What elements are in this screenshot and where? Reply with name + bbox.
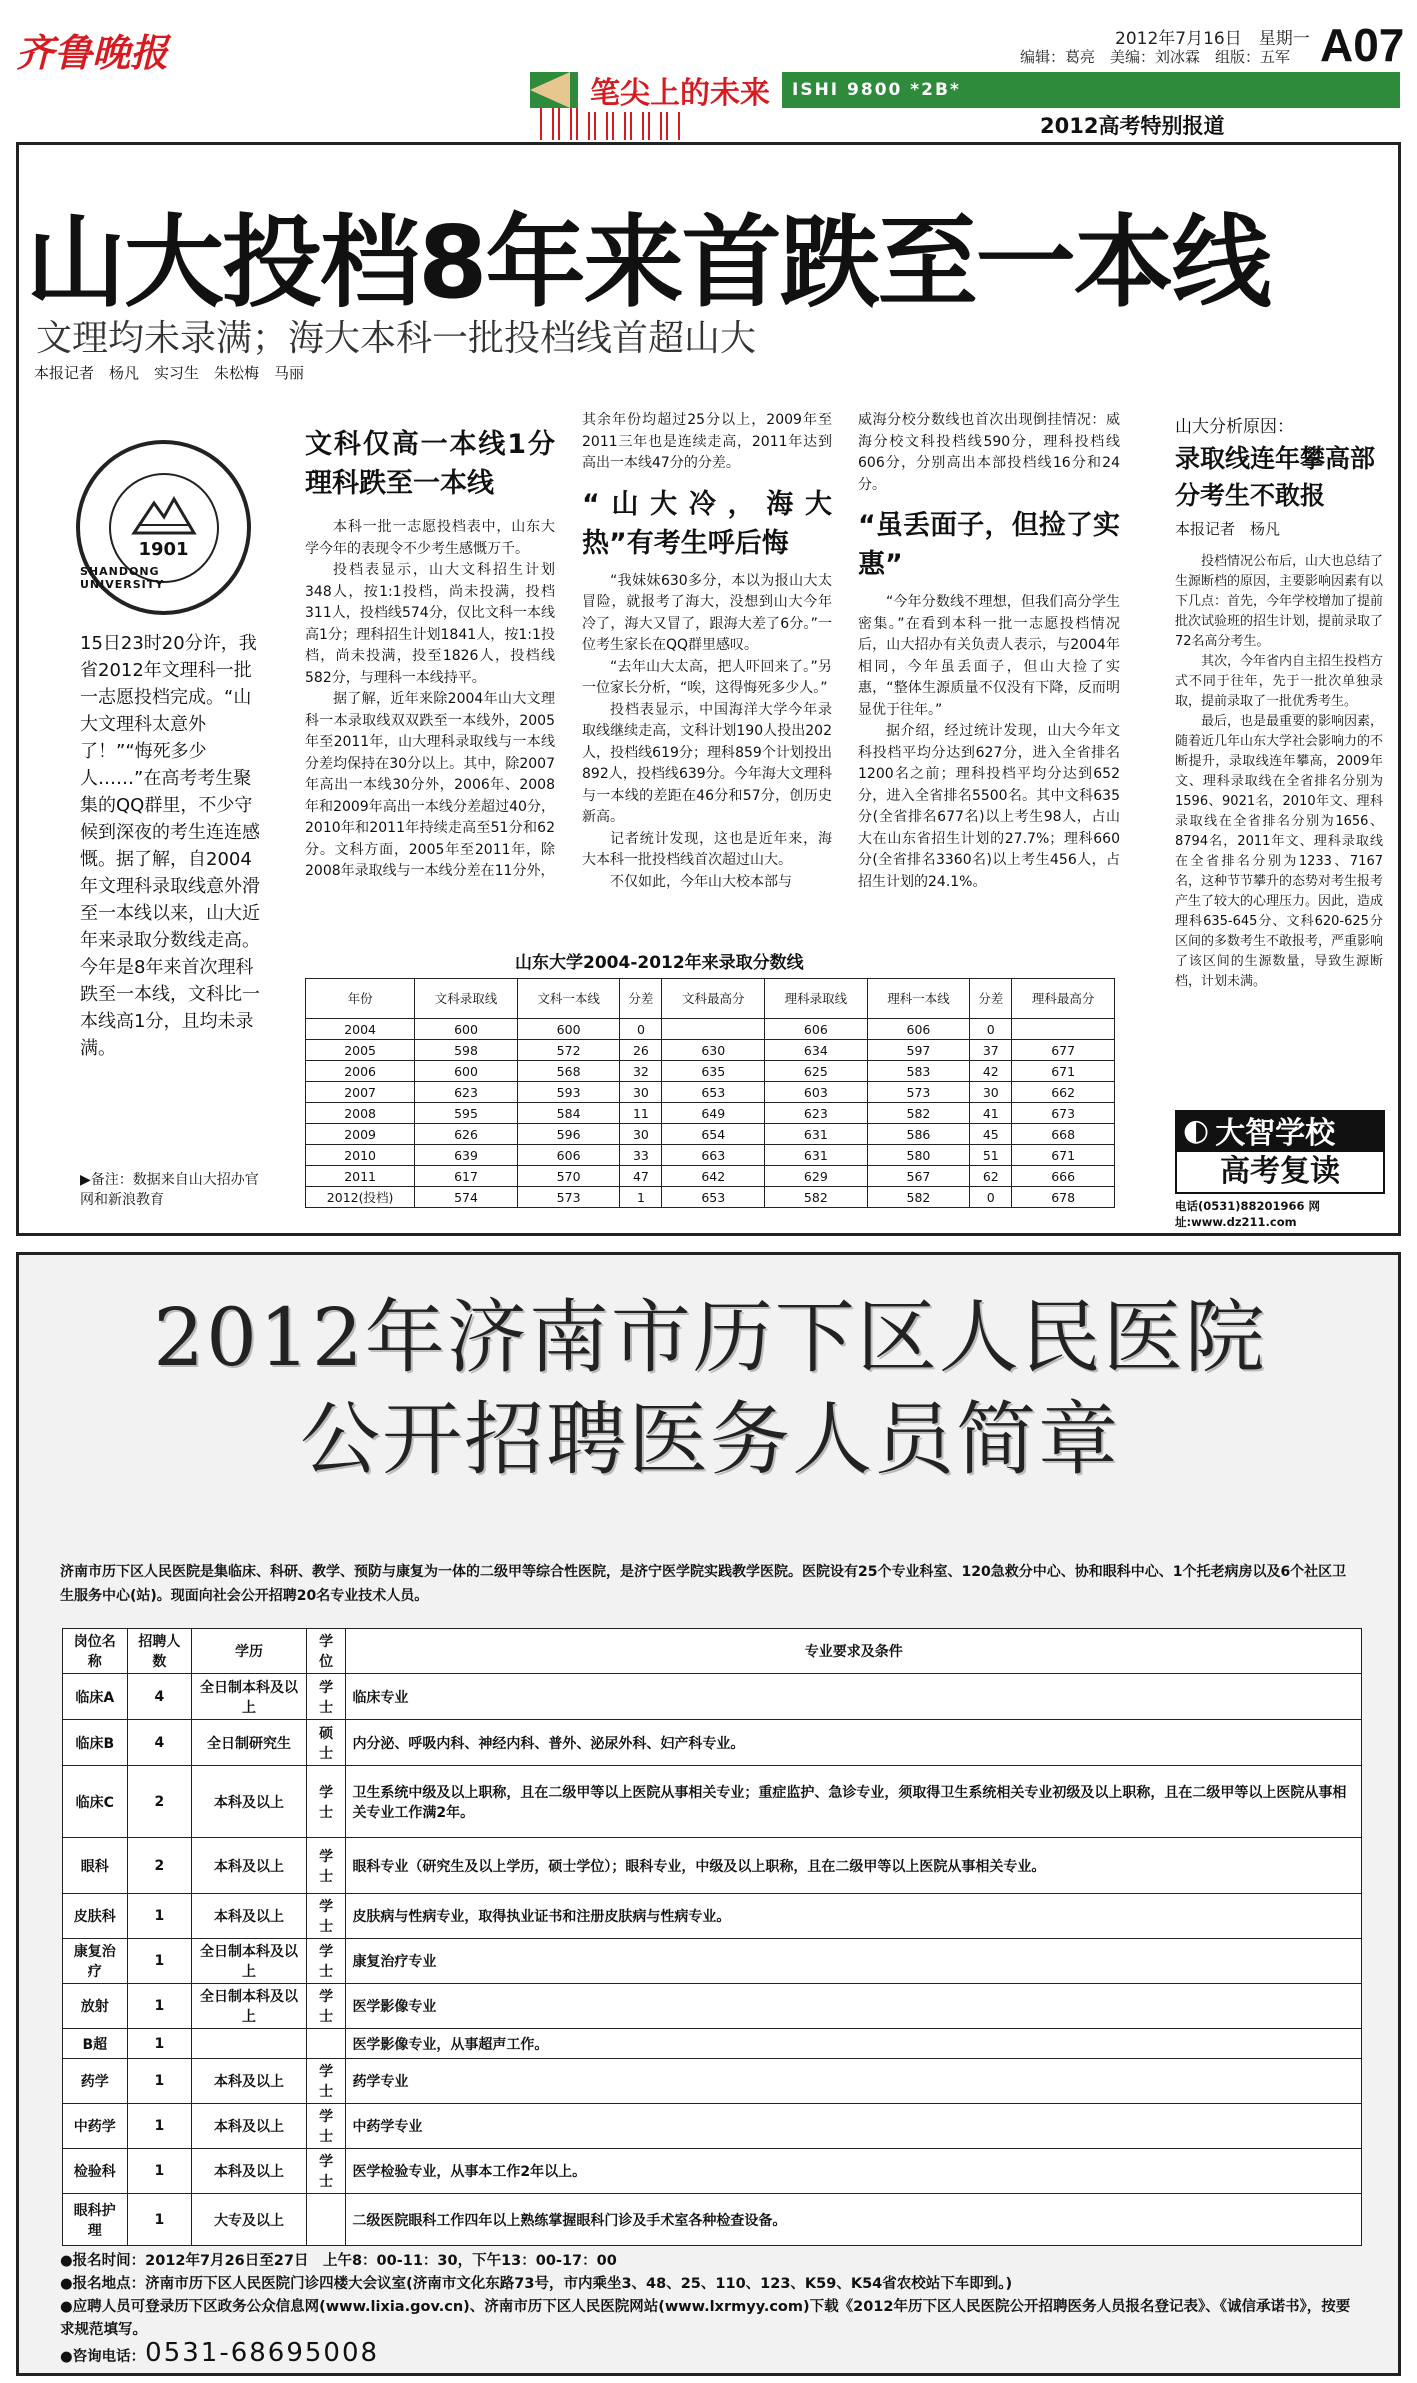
paragraph: 投档表显示，山大文科招生计划348人，按1:1投档，尚未投满，投档311人，投档线574分，仅比文科一本线高1分；理科招生计划1841人，按1:1投档，尚未投满，投至1826人，投档线582分，与理科一本线持平。 (305, 562, 555, 686)
score-table-title: 山东大学2004-2012年来录取分数线 (515, 953, 804, 973)
table-cell: 666 (1012, 1166, 1115, 1187)
table-row (63, 2104, 1362, 2149)
paragraph: “去年山大太高，把人吓回来了。”另一位家长分析，“唉，这得悔死多少人。” (582, 658, 832, 696)
column-header: 理科录取线 (765, 979, 868, 1019)
phone-label: ●咨询电话： (60, 2349, 146, 2365)
column-header: 招聘人数 (127, 1629, 192, 1674)
page-number: A07 (1320, 19, 1405, 71)
sidebar-byline: 本报记者 杨凡 (1175, 520, 1281, 538)
table-body (63, 1674, 1362, 2246)
table-cell: 30 (620, 1124, 662, 1145)
column-header: 文科最高分 (662, 979, 765, 1019)
table-row (63, 1939, 1362, 1984)
table-cell: 598 (415, 1040, 518, 1061)
table-cell: 582 (765, 1187, 868, 1208)
byline: 本报记者 杨凡 实习生 朱松梅 马丽 (34, 364, 305, 382)
table-cell: 673 (1012, 1103, 1115, 1124)
table-row (63, 1984, 1362, 2029)
table-cell: 639 (415, 1145, 518, 1166)
table-row (63, 1674, 1362, 1720)
section-heading-3: “虽丢面子，但捡了实惠” (858, 510, 1120, 580)
table-cell: 649 (662, 1103, 765, 1124)
paragraph: 据介绍，经过统计发现，山大今年文科投档平均分达到627分，进入全省排名1200名之前；理科投档平均分达到652分，进入全省排名5500名。其中文科635分(全省排名677名)以上考生98人，占山大在山东省招生计划的27.7%；理科660分(全省排名3360名)以上考生456人，占招生计划的24.1%。 (858, 723, 1120, 890)
table-cell: 学士 (306, 1674, 346, 1720)
table-cell: 653 (662, 1082, 765, 1103)
table-cell: 全日制本科及以上 (192, 1984, 307, 2029)
table-cell: 677 (1012, 1040, 1115, 1061)
table-cell (662, 1019, 765, 1040)
table-cell: 2 (127, 1838, 192, 1894)
phone-number: 0531-68695008 (145, 2338, 380, 2368)
table-cell: 学士 (306, 2149, 346, 2194)
table-cell (306, 2194, 346, 2246)
table-cell: 1 (127, 1939, 192, 1984)
column-header: 分差 (970, 979, 1012, 1019)
paragraph: 其余年份均超过25分以上，2009年至2011三年也是连续走高，2011年达到高出一本线47分的分差。 (582, 412, 832, 471)
table-row (306, 1145, 1115, 1166)
table-row (63, 1766, 1362, 1838)
table-cell: 603 (765, 1082, 868, 1103)
section-heading-1: 文科仅高一本线1分理科跌至一本线 (305, 429, 555, 499)
column-header: 文科一本线 (517, 979, 620, 1019)
table-cell: 临床A (63, 1674, 128, 1720)
table-cell: 629 (765, 1166, 868, 1187)
table-cell: 663 (662, 1145, 765, 1166)
table-header-row (306, 979, 1115, 1019)
phone-line (60, 2338, 1360, 2369)
table-cell: 62 (970, 1166, 1012, 1187)
table-cell: 皮肤科 (63, 1894, 128, 1939)
special-report-label: 2012高考特别报道 (1040, 114, 1225, 138)
table-cell: 51 (970, 1145, 1012, 1166)
table-cell: 临床B (63, 1720, 128, 1766)
table-cell: 617 (415, 1166, 518, 1187)
table-cell: 33 (620, 1145, 662, 1166)
table-cell: 678 (1012, 1187, 1115, 1208)
table-row (63, 2029, 1362, 2059)
table-cell: 572 (517, 1040, 620, 1061)
hospital-title-1: 2012年济南市历下区人民医院 (153, 1291, 1267, 1384)
table-cell: 574 (415, 1187, 518, 1208)
table-cell: 学士 (306, 1894, 346, 1939)
school-name-text: 大智学校 (1215, 1116, 1336, 1151)
table-cell (306, 2029, 346, 2059)
table-row (306, 1187, 1115, 1208)
table-cell: 0 (970, 1187, 1012, 1208)
course-name: 高考复读 (1175, 1150, 1385, 1194)
sidebar-label: 山大分析原因： (1175, 417, 1294, 437)
table-cell: 卫生系统中级及以上职称，且在二级甲等以上医院从事相关专业；重症监护、急诊专业，须取得卫生系统相关专业初级及以上职称，且在二级甲等以上医院从事相关专业工作满2年。 (346, 1766, 1362, 1838)
sidebar-title: 录取线连年攀高部分考生不敢报 (1175, 444, 1376, 510)
paragraph: 威海分校分数线也首次出现倒挂情况：威海分校文科投档线590分，理科投档线606分，分别高出本部投档线16分和24分。 (858, 412, 1120, 493)
table-cell: 本科及以上 (192, 1766, 307, 1838)
column-header: 分差 (620, 979, 662, 1019)
table-cell: 内分泌、呼吸内科、神经内科、普外、泌尿外科、妇产科专业。 (346, 1720, 1362, 1766)
table-cell: 630 (662, 1040, 765, 1061)
paragraph: 投档情况公布后，山大也总结了生源断档的原因，主要影响因素有以下几点：首先，今年学校增加了提前批次试验班的招生计划，提前录取了72名高分考生。 (1175, 554, 1384, 649)
table-cell: 596 (517, 1124, 620, 1145)
mountain-icon (129, 495, 199, 535)
paragraph: 据了解，近年来除2004年山大文理科一本录取线双双跌至一本线外，2005年至2011年，山大理科录取线与一本线分差均保持在30分以上。其中，除2007年高出一本线30分外，2006年、2008年和2009年高出一本线分差超过40分，2010年和2011年持续走高至51分和62分。文科方面，2005年至2011年，除2008年录取线与一本线分差在11分外， (305, 691, 555, 879)
table-cell: 1 (620, 1187, 662, 1208)
table-row (306, 1061, 1115, 1082)
table-cell: 653 (662, 1187, 765, 1208)
table-cell: 2007 (306, 1082, 415, 1103)
column-header: 年份 (306, 979, 415, 1019)
column-3 (858, 410, 1120, 893)
seal-name: SHANDONG UNIVERSITY (80, 565, 165, 591)
table-cell: 本科及以上 (192, 1894, 307, 1939)
sidebar-body (1175, 552, 1383, 992)
hospital-intro: 济南市历下区人民医院是集临床、科研、教学、预防与康复为一体的二级甲等综合性医院，是济宁医学院实践教学医院。医院设有25个专业科室、120急救分中心、协和眼科中心、1个托老病房以及6个社区卫生服务中心(站)。现面向社会公开招聘20名专业技术人员。 (60, 1564, 1347, 1604)
table-row (306, 1040, 1115, 1061)
table-cell: 本科及以上 (192, 1838, 307, 1894)
table-cell: 580 (867, 1145, 970, 1166)
table-cell: B超 (63, 2029, 128, 2059)
application-note: ●应聘人员可登录历下区政务公众信息网(www.lixia.gov.cn)、济南市历下区人民医院网站(www.lxrmyy.com)下载《2012年历下区人民医院公开招聘医务人员报名登记表》、《诚信承诺书》，按要求规范填写。 (60, 2299, 1351, 2338)
table-cell: 2005 (306, 1040, 415, 1061)
table-cell: 634 (765, 1040, 868, 1061)
table-cell: 623 (415, 1082, 518, 1103)
table-cell: 4 (127, 1720, 192, 1766)
table-cell: 2009 (306, 1124, 415, 1145)
table-cell: 635 (662, 1061, 765, 1082)
table-cell: 检验科 (63, 2149, 128, 2194)
table-cell: 582 (867, 1187, 970, 1208)
table-cell: 本科及以上 (192, 2149, 307, 2194)
table-cell: 671 (1012, 1145, 1115, 1166)
table-header-row (63, 1629, 1362, 1674)
table-cell: 600 (517, 1019, 620, 1040)
table-cell (192, 2029, 307, 2059)
paragraph: “我妹妹630多分，本以为报山大太冒险，就报考了海大，没想到山大今年冷了，海大又冒了，跟海大差了6分。”一位考生家长在QQ群里感叹。 (582, 572, 832, 653)
table-cell: 626 (415, 1124, 518, 1145)
table-cell: 医学影像专业 (346, 1984, 1362, 2029)
table-cell: 631 (765, 1145, 868, 1166)
registration-place: ●报名地点：济南市历下区人民医院门诊四楼大会议室(济南市文化东路73号，市内乘坐3、48、25、110、123、K59、K54省农校站下车即到。) (60, 2276, 1013, 2292)
source-note: ▶备注：数据来自山大招办官网和新浪教育 (80, 1172, 259, 1208)
deck: 文理均未录满；海大本科一批投档线首超山大 (36, 318, 757, 359)
table-cell: 眼科专业（研究生及以上学历，硕士学位）；眼科专业，中级及以上职称，且在二级甲等以上医院从事相关专业。 (346, 1838, 1362, 1894)
table-cell: 568 (517, 1061, 620, 1082)
recruitment-table (62, 1628, 1362, 2246)
newspaper-logo: 齐鲁晚报 (16, 30, 169, 75)
table-row (63, 2059, 1362, 2104)
lead-paragraph: 15日23时20分许，我省2012年文理科一批一志愿投档完成。“山大文理科太意外了！”“悔死多少人……”在高考考生聚集的QQ群里，不少守候到深夜的考生连连感慨。据了解，自2004年文理科录取线意外滑至一本线以来，山大近年来录取分数线走高。今年是8年来首次理科跌至一本线，文科比一本线高1分，且均未录满。 (80, 633, 260, 1059)
table-cell: 大专及以上 (192, 2194, 307, 2246)
school-ad (1175, 1110, 1385, 1229)
table-cell: 1 (127, 2149, 192, 2194)
paragraph: 其次，今年省内自主招生投档方式不同于往年，先于一批次单独录取，提前录取了一批优秀考生。 (1175, 654, 1384, 709)
table-cell: 本科及以上 (192, 2059, 307, 2104)
headline: 山大投档8年来首跌至一本线 (26, 204, 1270, 321)
table-row (306, 1166, 1115, 1187)
table-cell: 学士 (306, 1939, 346, 1984)
table-cell: 学士 (306, 1838, 346, 1894)
school-logo-icon: ◐ (1183, 1112, 1210, 1148)
table-cell: 中药学专业 (346, 2104, 1362, 2149)
column-header: 理科最高分 (1012, 979, 1115, 1019)
table-cell: 1 (127, 2029, 192, 2059)
column-header: 学历 (192, 1629, 307, 1674)
registration-time: ●报名时间：2012年7月26日至27日 上午8：00-11：30，下午13：00-17：00 (60, 2253, 617, 2269)
table-cell: 26 (620, 1040, 662, 1061)
table-cell: 0 (970, 1019, 1012, 1040)
table-row (63, 1894, 1362, 1939)
table-cell: 本科及以上 (192, 2104, 307, 2149)
table-cell: 600 (415, 1061, 518, 1082)
table-cell: 41 (970, 1103, 1012, 1124)
table-cell: 654 (662, 1124, 765, 1145)
masthead (0, 0, 1417, 140)
column-header: 专业要求及条件 (346, 1629, 1362, 1674)
table-cell: 582 (867, 1103, 970, 1124)
table-cell: 药学 (63, 2059, 128, 2104)
paragraph: 最后，也是最重要的影响因素，随着近几年山东大学社会影响力的不断提升，录取线连年攀高，2009年文、理科录取线在全省排名分别为1596、9021名，2010年文、理科录取线在全省排名分别为1656、8794名，2011年文、理科录取线在全省排名分别为1233、7167名，这种节节攀升的态势对考生报考产生了较大的心理压力。因此，造成理科635-645分、文科620-625分区间的多数考生不敢报考，严重影响了该区间的生源数量，导致生源断档，计划未满。 (1175, 714, 1384, 989)
table-cell (1012, 1019, 1115, 1040)
university-seal-icon (76, 440, 251, 615)
table-cell: 11 (620, 1103, 662, 1124)
table-cell: 学士 (306, 1766, 346, 1838)
dateline: 2012年7月16日 星期一 (1115, 29, 1310, 49)
pencil-brand: ISHI 9800 *2B* (792, 80, 961, 100)
table-cell: 584 (517, 1103, 620, 1124)
section-heading-2: “山大冷，海大热”有考生呼后悔 (582, 488, 832, 559)
paragraph: 记者统计发现，这也是近年来，海大本科一批投档线首次超过山大。 (582, 830, 832, 868)
editors-line: 编辑：葛亮 美编：刘冰霖 组版：五军 (1020, 48, 1291, 66)
table-cell: 2004 (306, 1019, 415, 1040)
school-name (1175, 1110, 1385, 1150)
table-cell: 皮肤病与性病专业，取得执业证书和注册皮肤病与性病专业。 (346, 1894, 1362, 1939)
table-cell: 1 (127, 2194, 192, 2246)
column-header: 学位 (306, 1629, 346, 1674)
paragraph: 投档表显示，中国海洋大学今年录取线继续走高，文科计划190人投出202人，投档线619分；理科859个计划投出892人，投档线639分。今年海大文理科与一本线的差距在46分和57分，创历史新高。 (582, 701, 832, 825)
table-cell: 中药学 (63, 2104, 128, 2149)
table-cell: 1 (127, 2104, 192, 2149)
table-cell: 全日制本科及以上 (192, 1939, 307, 1984)
table-cell: 学士 (306, 1984, 346, 2029)
column-1 (305, 425, 555, 883)
table-cell: 37 (970, 1040, 1012, 1061)
table-cell: 1 (127, 1894, 192, 1939)
table-row (63, 1720, 1362, 1766)
table-row (306, 1103, 1115, 1124)
table-cell: 573 (517, 1187, 620, 1208)
table-cell: 30 (620, 1082, 662, 1103)
table-cell: 1 (127, 2059, 192, 2104)
table-row (306, 1082, 1115, 1103)
table-row (306, 1124, 1115, 1145)
table-cell: 606 (867, 1019, 970, 1040)
table-cell: 47 (620, 1166, 662, 1187)
table-cell: 1 (127, 1984, 192, 2029)
table-cell: 眼科护理 (63, 2194, 128, 2246)
table-cell: 583 (867, 1061, 970, 1082)
table-cell: 570 (517, 1166, 620, 1187)
table-cell: 625 (765, 1061, 868, 1082)
table-cell: 医学检验专业，从事本工作2年以上。 (346, 2149, 1362, 2194)
table-cell: 606 (517, 1145, 620, 1166)
table-cell: 二级医院眼科工作四年以上熟练掌握眼科门诊及手术室各种检查设备。 (346, 2194, 1362, 2246)
table-cell: 全日制研究生 (192, 1720, 307, 1766)
score-table (305, 978, 1115, 1208)
pencil-banner (530, 72, 1400, 111)
paragraph: 不仅如此，今年山大校本部与 (610, 873, 792, 890)
table-cell: 临床专业 (346, 1674, 1362, 1720)
table-cell: 放射 (63, 1984, 128, 2029)
paragraph: 本科一批一志愿投档表中，山东大学今年的表现令不少考生感慨万千。 (305, 519, 555, 557)
table-cell: 597 (867, 1040, 970, 1061)
table-body (306, 1019, 1115, 1208)
table-cell: 668 (1012, 1124, 1115, 1145)
table-row (63, 2149, 1362, 2194)
table-cell: 567 (867, 1166, 970, 1187)
table-cell: 全日制本科及以上 (192, 1674, 307, 1720)
table-cell: 30 (970, 1082, 1012, 1103)
column-header: 理科一本线 (867, 979, 970, 1019)
table-cell: 2012(投档) (306, 1187, 415, 1208)
table-cell: 45 (970, 1124, 1012, 1145)
table-cell: 康复治疗 (63, 1939, 128, 1984)
table-cell: 631 (765, 1124, 868, 1145)
table-cell: 0 (620, 1019, 662, 1040)
pencil-tip-icon (530, 72, 570, 108)
table-cell: 600 (415, 1019, 518, 1040)
table-cell: 42 (970, 1061, 1012, 1082)
table-cell: 眼科 (63, 1838, 128, 1894)
table-cell: 662 (1012, 1082, 1115, 1103)
table-cell: 586 (867, 1124, 970, 1145)
table-cell: 606 (765, 1019, 868, 1040)
table-cell: 硕士 (306, 1720, 346, 1766)
table-cell: 642 (662, 1166, 765, 1187)
hospital-footer (60, 2250, 1360, 2369)
table-row (63, 2194, 1362, 2246)
table-cell: 临床C (63, 1766, 128, 1838)
table-cell: 2010 (306, 1145, 415, 1166)
table-cell: 学士 (306, 2059, 346, 2104)
column-2 (582, 410, 832, 893)
table-cell: 学士 (306, 2104, 346, 2149)
table-cell: 32 (620, 1061, 662, 1082)
paragraph: “今年分数线不理想，但我们高分学生密集。”在看到本科一批一志愿投档情况后，山大招办有关负责人表示，与2004年相同，今年虽丢面子，但山大捡了实惠，“整体生源质量不仅没有下降，反而明显优于往年。” (858, 594, 1120, 718)
table-cell: 595 (415, 1103, 518, 1124)
column-slogan: 笔尖上的未来 (578, 68, 782, 112)
table-cell: 4 (127, 1674, 192, 1720)
table-cell: 2006 (306, 1061, 415, 1082)
table-row (306, 1019, 1115, 1040)
table-cell: 573 (867, 1082, 970, 1103)
school-contact: 电话(0531)88201966 网址:www.dz211.com (1175, 1199, 1321, 1229)
hospital-title-2: 公开招聘医务人员简章 (300, 1393, 1120, 1486)
table-cell: 2 (127, 1766, 192, 1838)
column-header: 岗位名称 (63, 1629, 128, 1674)
table-cell: 药学专业 (346, 2059, 1362, 2104)
table-cell: 593 (517, 1082, 620, 1103)
table-row (63, 1838, 1362, 1894)
table-cell: 671 (1012, 1061, 1115, 1082)
table-cell: 康复治疗专业 (346, 1939, 1362, 1984)
table-cell: 2011 (306, 1166, 415, 1187)
table-cell: 医学影像专业，从事超声工作。 (346, 2029, 1362, 2059)
table-cell: 2008 (306, 1103, 415, 1124)
table-cell: 623 (765, 1103, 868, 1124)
seal-year: 1901 (138, 539, 189, 560)
column-header: 文科录取线 (415, 979, 518, 1019)
